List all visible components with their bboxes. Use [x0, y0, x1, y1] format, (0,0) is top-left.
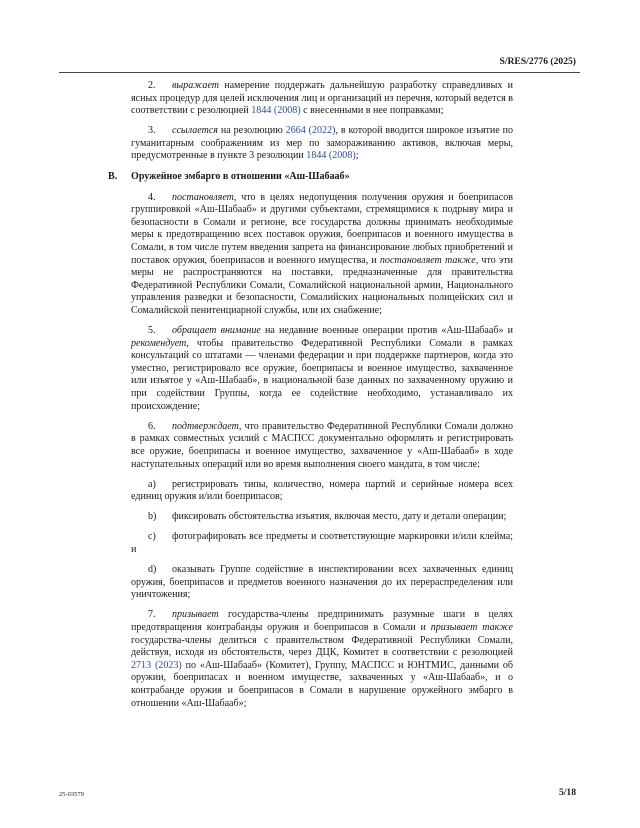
paragraph-text: с внесенными в нее поправками; — [300, 105, 444, 117]
subitem-label: d) — [148, 564, 157, 576]
subitem-label: b) — [148, 511, 157, 523]
operative-verb: подтверждает — [172, 420, 239, 432]
paragraph-number: 7. — [148, 609, 156, 621]
operative-verb: призывает также — [430, 621, 513, 633]
section-heading — [108, 171, 513, 184]
subitem-text: регистрировать типы, количество, номера партий и серийные номера всех единиц оружия и/или боеприпасов; — [131, 478, 513, 503]
paragraph-6 — [131, 421, 513, 471]
subitem-c — [131, 531, 513, 556]
paragraph-4 — [131, 192, 513, 318]
paragraph-text: по «Аш-Шабааб» (Комитет), Группу, МАСПСС и ЮНТМИС, данными об оружии, боеприпасах и военном имуществе, захваченных у «Аш-Шабааб», и о контрабанде оружия и боеприпасов в Сомали в нарушение оружейного эмбарго в отношении «Аш-Шабааб»; — [131, 659, 513, 709]
paragraph-text: ; — [355, 150, 359, 162]
operative-verb: обращает внимание — [172, 325, 261, 337]
resolution-link[interactable]: 1844 (2008) — [306, 150, 356, 162]
document-body — [108, 80, 514, 718]
section-letter: B. — [108, 171, 118, 183]
document-number: 25-03579 — [59, 791, 84, 798]
paragraph-number: 2. — [148, 80, 156, 91]
document-symbol: S/RES/2776 (2025) — [499, 56, 576, 67]
operative-verb: ссылается — [172, 125, 218, 137]
paragraph-2 — [131, 80, 513, 118]
paragraph-text: государства-члены предпринимать разумные шаги в целях предотвращения контрабанды оружия и боеприпасов в Сомали и — [131, 609, 513, 633]
subitem-text: оказывать Группе содействие в инспектировании всех захваченных единиц оружия, боеприпасов и предметов военного назначения до их перераспределения или уничтожения; — [131, 564, 513, 601]
paragraph-number: 3. — [148, 125, 156, 137]
subitem-text: фиксировать обстоятельства изъятия, включая место, дату и детали операции; — [172, 511, 507, 523]
operative-verb: рекомендует — [131, 337, 187, 349]
header-rule — [59, 72, 580, 73]
operative-verb: постановляет — [172, 191, 234, 203]
subitem-label: a) — [148, 478, 156, 490]
page-number: 5/18 — [558, 787, 576, 798]
subitem-a — [131, 479, 513, 504]
paragraph-number: 4. — [148, 191, 156, 203]
paragraph-5 — [131, 325, 513, 413]
operative-verb: постановляет также — [379, 254, 476, 266]
paragraph-text: государства-члены делиться с правительством Федеративной Республики Сомали, действуя, исходя из обстоятельств, через ДЦК, Комитет в соответствии с резолюцией — [131, 634, 513, 659]
paragraph-text: на резолюцию — [217, 125, 286, 137]
operative-verb: выражает — [172, 80, 220, 91]
paragraph-number: 6. — [148, 420, 156, 432]
paragraph-text: , чтобы правительство Федеративной Республики Сомали в рамках консультаций со штатами — членами федерации и при поддержке партнеров, когда это уместно, регистрировало все оружие, боеприпасы и военное имущество, захваченное или изъятое у «Аш-Шабааб», в национальной базе данных по захваченному оружию и при содействии Группы, когда ее содействие необходимо, устанавливало их происхождение; — [131, 337, 513, 412]
paragraph-text: , что в целях недопущения получения оружия и боеприпасов группировкой «Аш-Шабааб» и другими субъектами, стремящимися к подрыву мира и безопасности в Сомали и регионе, все государства должны принимать необходимые меры к предотвращению всех поставок оружия, боеприпасов и военного имущества в Сомали, в том числе путем введения запрета на финансирование любых приобретений и поставок оружия, боеприпасов и военного имущества, и — [131, 191, 513, 266]
paragraph-number: 5. — [148, 325, 156, 337]
section-title: Оружейное эмбарго в отношении «Аш-Шабааб» — [131, 171, 350, 183]
paragraph-3 — [131, 125, 513, 163]
paragraph-text: на недавние военные операции против «Аш-Шабааб» и — [260, 325, 513, 337]
resolution-link[interactable]: 2713 (2023) — [131, 659, 182, 671]
paragraph-text: , в которой вводится широкое изъятие по гуманитарным соображениям из мер по замораживанию активов, включая меры, предусмотренные в пункте 3 резолюции — [131, 125, 514, 162]
paragraph-text: , что эти меры не распространяются на поставки, предназначенные для правительства Федеративной Республики Сомали, Сомалийской национальной армии, Национального управления разведки и безопасности, Сомалийских национальных полицейских сил и Сомалийской пенитенциарной службы, или их снабжение; — [131, 254, 513, 316]
resolution-link[interactable]: 2664 (2022) — [285, 125, 336, 137]
paragraph-7 — [131, 609, 513, 710]
operative-verb: призывает — [172, 609, 219, 621]
resolution-link[interactable]: 1844 (2008) — [251, 105, 301, 117]
paragraph-text: намерение поддержать дальнейшую разработку справедливых и ясных процедур для целей исключения лиц и организаций из перечня, который ведется в соответствии с резолюцией — [131, 80, 513, 117]
subitem-b — [131, 511, 513, 524]
subitem-label: c) — [148, 531, 156, 543]
paragraph-text: , что правительство Федеративной Республики Сомали должно в рамках совместных усилий с МАСПСС документально оформлять и регистрировать все оружие, боеприпасы и военное имущество, захваченное у «Аш-Шабааб» в ходе наступательных операций или во время выполнения своего мандата, в том числе: — [131, 420, 513, 470]
subitem-text: фотографировать все предметы и соответствующие маркировки и/или клейма; и — [131, 531, 513, 555]
subitem-d — [131, 564, 513, 602]
